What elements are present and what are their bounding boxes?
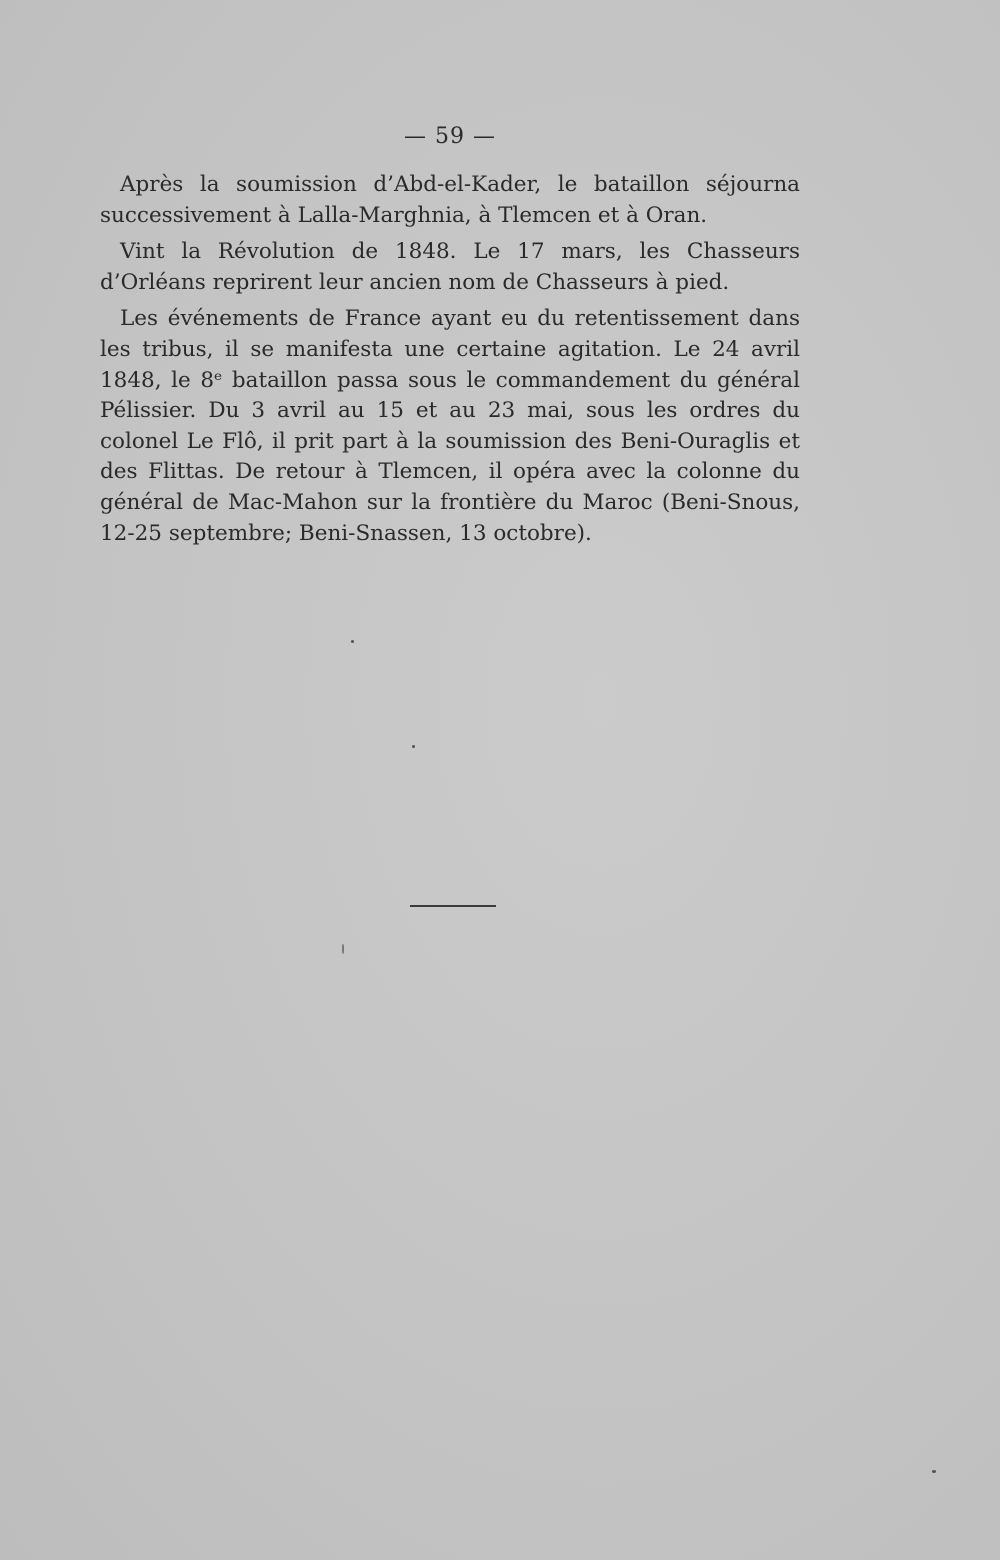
paragraph-3: Les événements de France ayant eu du retentissement dans les tribus, il se manifesta une certaine agitation. Le 24 avril 1848, le 8ᵉ bataillon passa sous le commandement du général Pélissier. Du 3 avril au 15 et au 23 mai, sous les ordres du colonel Le Flô, il prit part à la soumission des Beni-Ouraglis et des Flittas. De retour à Tlemcen, il opéra avec la colonne du général de Mac-Mahon sur la frontière du Maroc (Beni-Snous, 12-25 septembre; Beni-Snassen, 13 octobre). bbox=[100, 306, 800, 546]
paper-speck bbox=[932, 1470, 936, 1473]
paper-speck bbox=[412, 745, 415, 748]
page-number: — 59 — bbox=[404, 124, 496, 149]
body-text bbox=[100, 170, 800, 549]
section-end-rule bbox=[410, 905, 496, 907]
paragraph-1: Après la soumission d’Abd-el-Kader, le bataillon séjourna successivement à Lalla-Marghnia, à Tlemcen et à Oran. bbox=[100, 172, 800, 228]
paragraph-2: Vint la Révolution de 1848. Le 17 mars, les Chasseurs d’Orléans reprirent leur ancien nom de Chasseurs à pied. bbox=[100, 239, 800, 295]
paper-speck bbox=[342, 944, 344, 954]
paper-speck bbox=[351, 640, 354, 643]
